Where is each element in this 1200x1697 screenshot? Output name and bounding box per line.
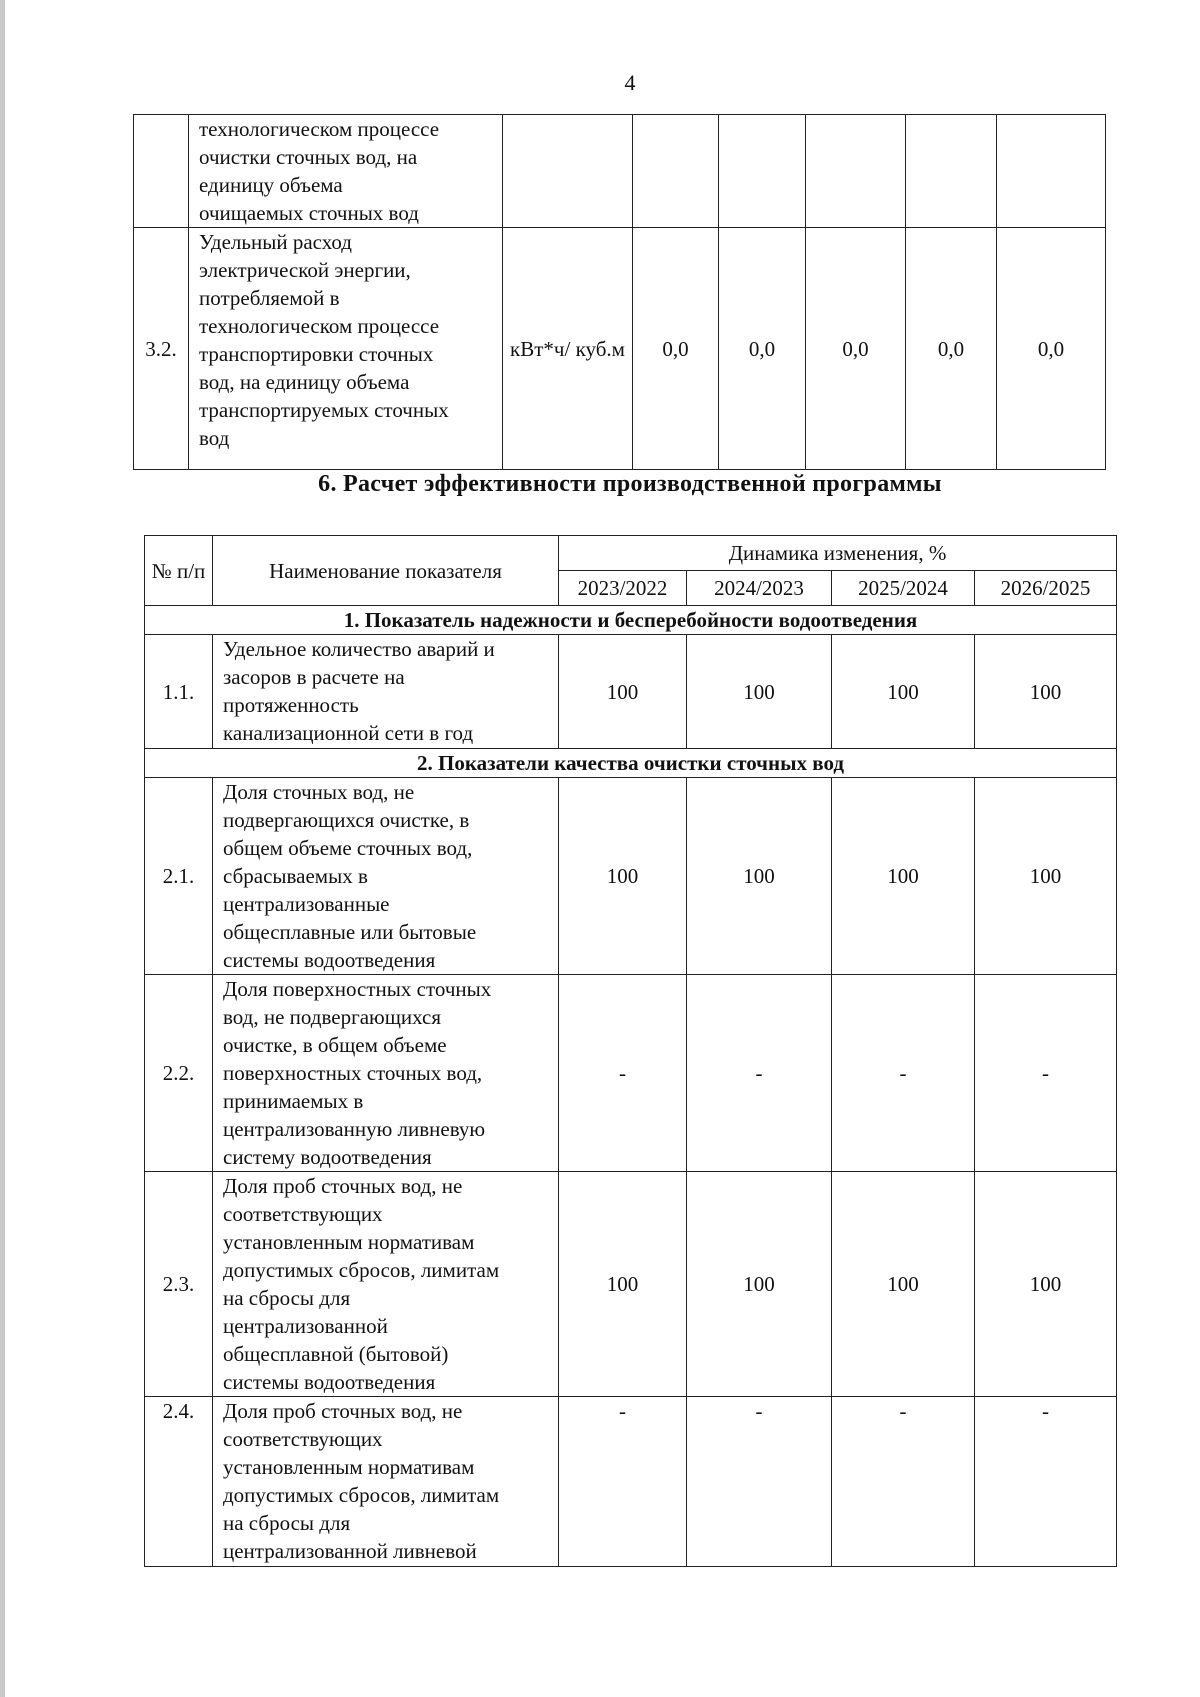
value-cell [719, 115, 806, 228]
name-line: потребляемой в [199, 286, 340, 310]
name-line: на сбросы для [223, 1286, 351, 1310]
value-cell: 0,0 [633, 228, 719, 470]
indicators-table-continued [133, 114, 1106, 470]
value-cell: - [975, 975, 1117, 1172]
table-row [134, 228, 1106, 470]
row-number: 2.3. [145, 1172, 213, 1397]
indicator-name [213, 1172, 559, 1397]
name-line: очищаемых сточных вод [199, 201, 419, 225]
value-cell: 0,0 [997, 228, 1106, 470]
group-row [145, 606, 1117, 635]
name-line: допустимых сбросов, лимитам [223, 1258, 500, 1282]
value-cell: 100 [687, 1172, 832, 1397]
value-cell: 100 [975, 778, 1117, 975]
value-cell [997, 115, 1106, 228]
name-line: соответствующих [223, 1202, 383, 1226]
value-cell: 100 [975, 1172, 1117, 1397]
header-dynamics: Динамика изменения, % [559, 536, 1117, 571]
value-cell [806, 115, 906, 228]
name-line: технологическом процессе [199, 314, 440, 338]
name-line: вод, не подвергающихся [223, 1005, 441, 1029]
name-line: систему водоотведения [223, 1145, 432, 1169]
group-title: 1. Показатель надежности и бесперебойности водоотведения [145, 606, 1117, 635]
indicator-name [213, 1397, 559, 1567]
value-cell: - [832, 1397, 975, 1567]
group-row [145, 749, 1117, 778]
row-number: 1.1. [145, 635, 213, 749]
value-cell: 100 [559, 635, 687, 749]
value-cell [906, 115, 997, 228]
value-cell: 0,0 [806, 228, 906, 470]
name-line: электрической энергии, [199, 258, 411, 282]
name-line: централизованной ливневой [223, 1539, 477, 1563]
row-number: 2.2. [145, 975, 213, 1172]
value-cell: 100 [832, 778, 975, 975]
table-row [145, 1397, 1117, 1567]
header-period: 2024/2023 [687, 571, 832, 606]
name-line: централизованные [223, 892, 390, 916]
value-cell: - [975, 1397, 1117, 1567]
indicator-name [213, 975, 559, 1172]
name-line: единицу объема [199, 173, 343, 197]
name-line: Доля проб сточных вод, не [223, 1399, 463, 1423]
header-period: 2023/2022 [559, 571, 687, 606]
page-number: 4 [624, 70, 636, 95]
name-line: Доля поверхностных сточных [223, 977, 492, 1001]
name-line: засоров в расчете на [223, 665, 405, 689]
name-line: вод, на единицу объема [199, 370, 410, 394]
name-line: соответствующих [223, 1427, 383, 1451]
name-line: общесплавные или бытовые [223, 920, 477, 944]
value-cell: - [559, 1397, 687, 1567]
name-line: сбрасываемых в [223, 864, 368, 888]
name-line: установленным нормативам [223, 1455, 475, 1479]
name-line: общесплавной (бытовой) [223, 1342, 449, 1366]
indicator-name [213, 635, 559, 749]
name-line: установленным нормативам [223, 1230, 475, 1254]
value-cell: 100 [832, 635, 975, 749]
name-line: централизованную ливневую [223, 1117, 486, 1141]
row-number [134, 115, 189, 228]
row-number: 3.2. [134, 228, 189, 470]
table-row [134, 115, 1106, 228]
name-line: Удельный расход [199, 230, 352, 254]
section-title: 6. Расчет эффективности производственной программы [318, 471, 942, 497]
header-name: Наименование показателя [213, 536, 559, 606]
value-cell: 100 [559, 1172, 687, 1397]
table-header-row [145, 536, 1117, 571]
name-line: транспортировки сточных [199, 342, 434, 366]
name-line: допустимых сбросов, лимитам [223, 1483, 500, 1507]
name-line: подвергающихся очистке, в [223, 808, 470, 832]
name-line: транспортируемых сточных [199, 398, 449, 422]
value-cell: 100 [687, 778, 832, 975]
group-title: 2. Показатели качества очистки сточных вод [145, 749, 1117, 778]
value-cell: 100 [559, 778, 687, 975]
name-line: централизованной [223, 1314, 388, 1338]
value-cell: 100 [687, 635, 832, 749]
indicator-name [189, 115, 503, 228]
scan-edge [0, 0, 5, 1697]
value-cell: - [687, 975, 832, 1172]
name-line: принимаемых в [223, 1089, 364, 1113]
name-line: канализационной сети в год [223, 721, 474, 745]
name-line: протяженность [223, 693, 359, 717]
table-row [145, 635, 1117, 749]
table-row [145, 975, 1117, 1172]
value-cell: 100 [975, 635, 1117, 749]
unit-cell [503, 115, 633, 228]
indicator-name [213, 778, 559, 975]
efficiency-table [144, 535, 1117, 1567]
value-cell: - [559, 975, 687, 1172]
name-line: общем объеме сточных вод, [223, 836, 473, 860]
name-line: Доля проб сточных вод, не [223, 1174, 463, 1198]
row-number: 2.4. [145, 1397, 213, 1567]
name-line: системы водоотведения [223, 1370, 436, 1394]
name-line: очистке, в общем объеме [223, 1033, 447, 1057]
indicator-name [189, 228, 503, 470]
table-row [145, 778, 1117, 975]
value-cell: - [832, 975, 975, 1172]
header-period: 2025/2024 [832, 571, 975, 606]
value-cell: - [687, 1397, 832, 1567]
row-number: 2.1. [145, 778, 213, 975]
name-line: поверхностных сточных вод, [223, 1061, 483, 1085]
name-line: системы водоотведения [223, 948, 436, 972]
unit-cell: кВт*ч/ куб.м [503, 228, 633, 470]
value-cell: 0,0 [906, 228, 997, 470]
table-row [145, 1172, 1117, 1397]
value-cell [633, 115, 719, 228]
name-line: очистки сточных вод, на [199, 145, 418, 169]
name-line: Удельное количество аварий и [223, 637, 495, 661]
name-line: технологическом процессе [199, 117, 440, 141]
name-line: вод [199, 426, 230, 450]
header-num: № п/п [145, 536, 213, 606]
name-line: Доля сточных вод, не [223, 780, 415, 804]
header-period: 2026/2025 [975, 571, 1117, 606]
name-line: на сбросы для [223, 1511, 351, 1535]
value-cell: 100 [832, 1172, 975, 1397]
value-cell: 0,0 [719, 228, 806, 470]
